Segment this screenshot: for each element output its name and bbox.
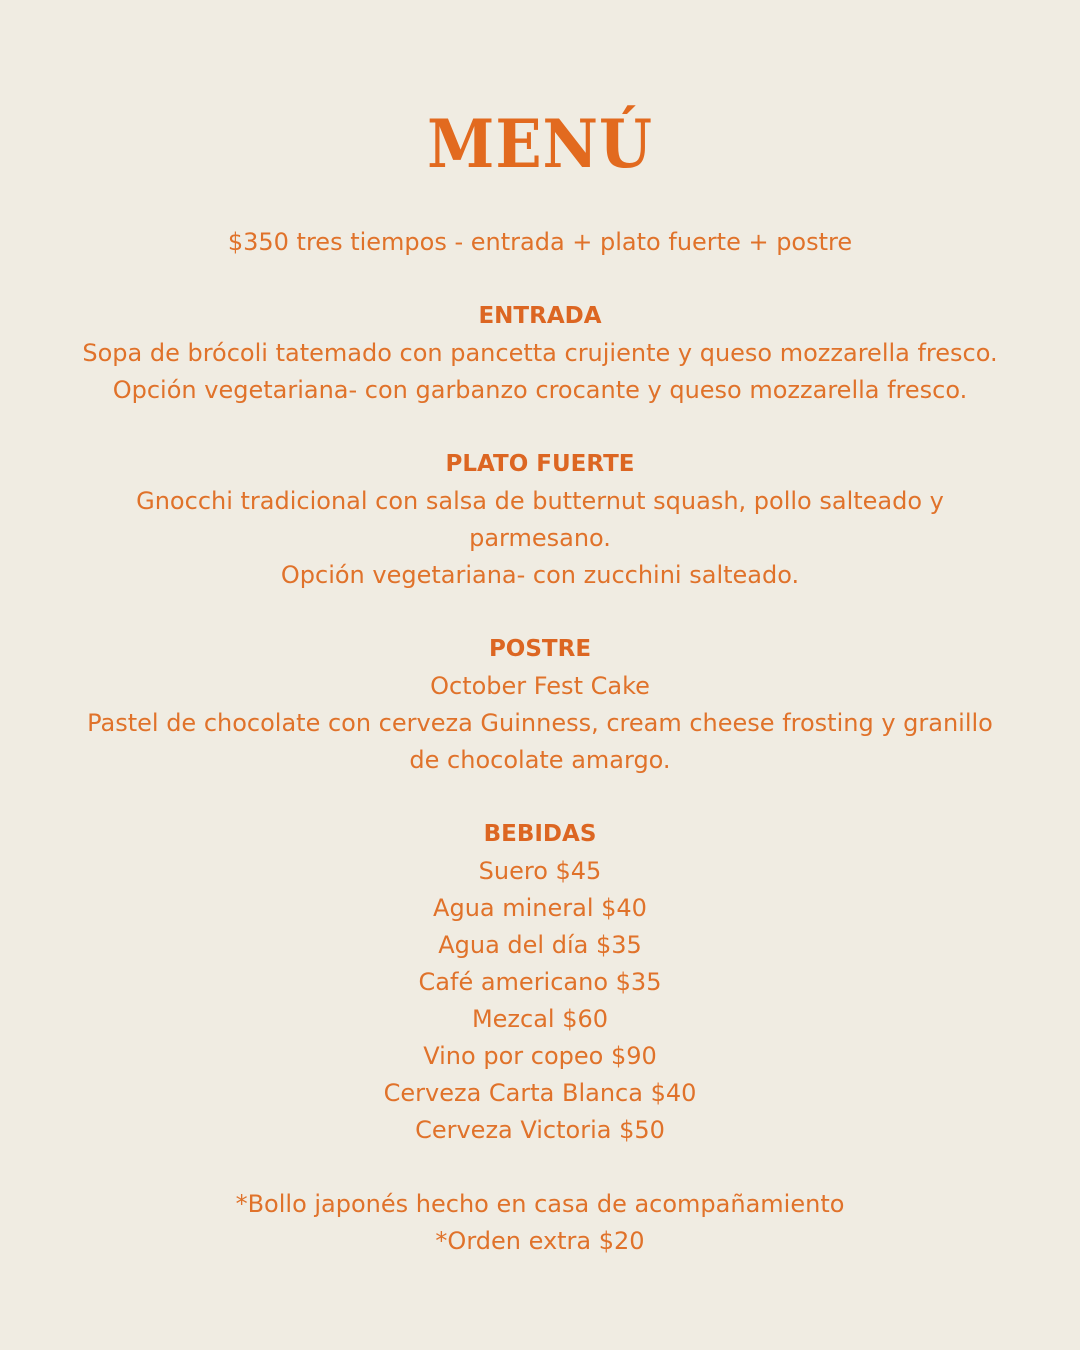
drink-item: Mezcal $60 (471, 1005, 609, 1033)
section-heading-postre: POSTRE (488, 636, 592, 662)
entrada-description: Sopa de brócoli tatemado con pancetta crujiente y queso mozzarella fresco. (82, 339, 998, 367)
entrada-vegetarian-option: Opción vegetariana- con garbanzo crocante y queso mozzarella fresco. (112, 376, 968, 404)
plato-fuerte-vegetarian-option: Opción vegetariana- con zucchini salteado. (280, 561, 800, 589)
spacer (40, 409, 1040, 446)
menu-content (40, 224, 1040, 1260)
drink-item: Suero $45 (478, 857, 602, 885)
postre-name: October Fest Cake (430, 672, 650, 700)
drink-item: Cerveza Carta Blanca $40 (383, 1079, 697, 1107)
price-intro: $350 tres tiempos - entrada + plato fuerte + postre (227, 228, 853, 256)
postre-description-line-2: de chocolate amargo. (409, 746, 671, 774)
spacer (40, 1149, 1040, 1186)
note-bread-side: *Bollo japonés hecho en casa de acompañamiento (235, 1190, 845, 1218)
postre-description-line-1: Pastel de chocolate con cerveza Guinness, cream cheese frosting y granillo (87, 709, 993, 737)
section-heading-entrada: ENTRADA (478, 303, 602, 329)
plato-fuerte-description-line-2: parmesano. (469, 524, 611, 552)
drink-item: Agua del día $35 (438, 931, 642, 959)
drink-item: Agua mineral $40 (433, 894, 647, 922)
spacer (40, 779, 1040, 816)
spacer (40, 261, 1040, 298)
menu-title: MENÚ (427, 105, 653, 183)
drink-item: Café americano $35 (418, 968, 662, 996)
note-extra-order: *Orden extra $20 (435, 1227, 645, 1255)
drink-item: Vino por copeo $90 (423, 1042, 657, 1070)
drink-item: Cerveza Victoria $50 (415, 1116, 665, 1144)
plato-fuerte-description-line-1: Gnocchi tradicional con salsa de butternut squash, pollo salteado y (136, 487, 944, 515)
section-heading-bebidas: BEBIDAS (483, 821, 597, 847)
section-heading-plato-fuerte: PLATO FUERTE (445, 451, 635, 477)
spacer (40, 594, 1040, 631)
